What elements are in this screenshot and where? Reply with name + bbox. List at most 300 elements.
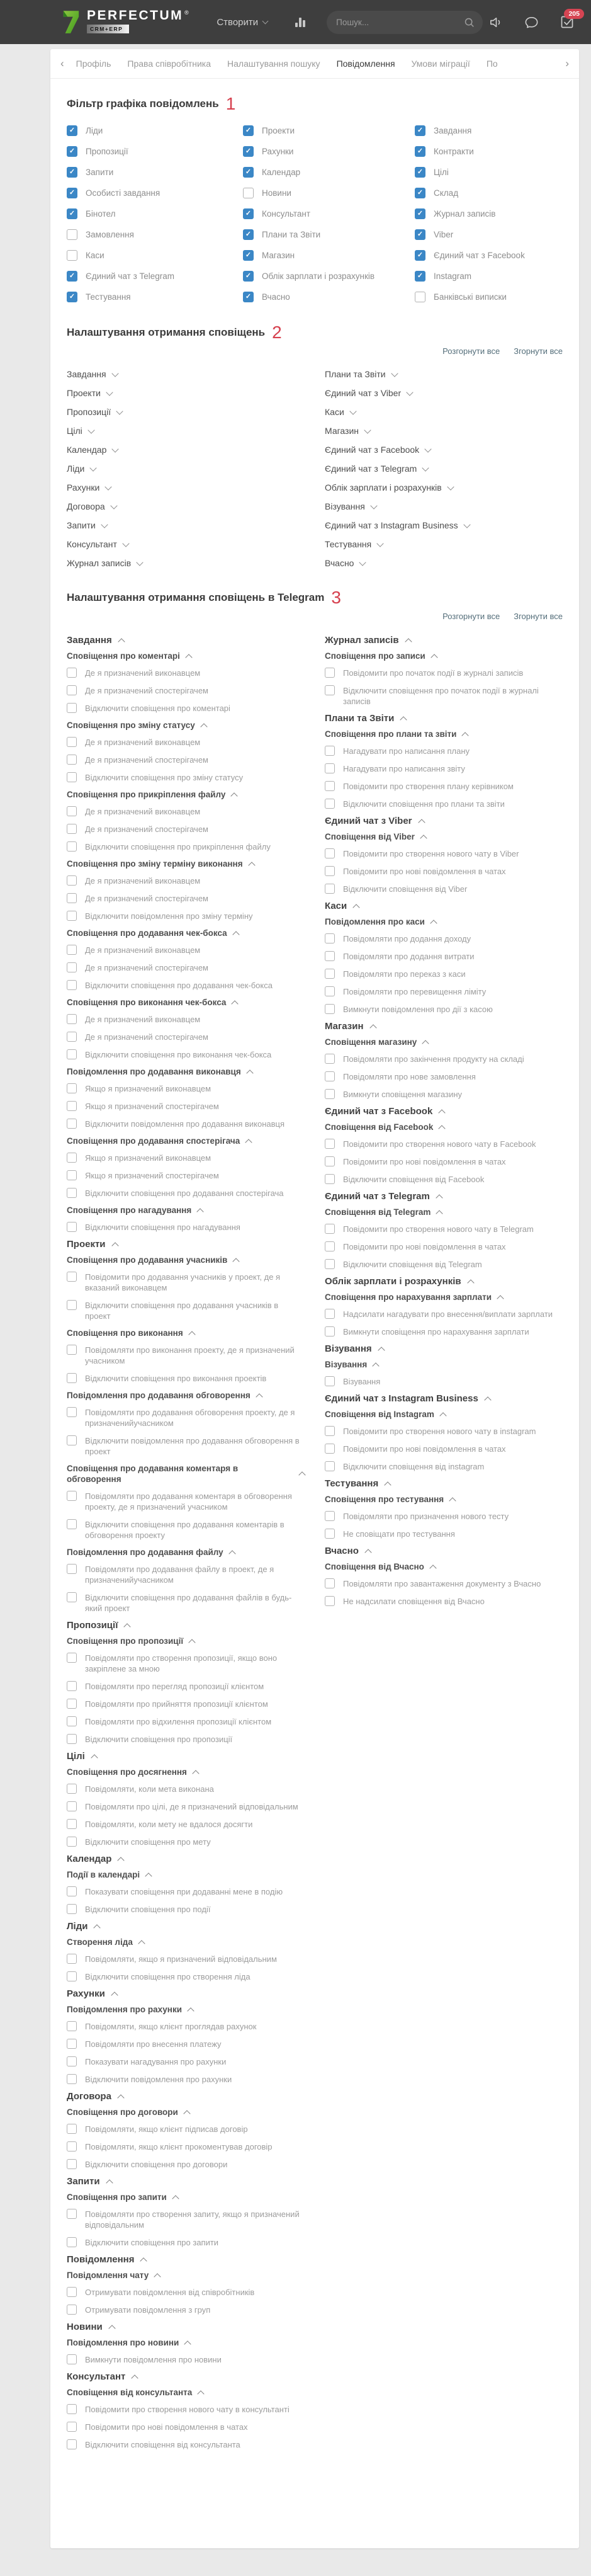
telegram-subgroup-header[interactable] bbox=[67, 651, 305, 661]
checkbox-unchecked-icon[interactable] bbox=[67, 1904, 77, 1914]
telegram-option[interactable] bbox=[67, 2158, 305, 2170]
telegram-group-header[interactable] bbox=[67, 2371, 305, 2382]
notify-group-collapsed[interactable] bbox=[67, 459, 305, 478]
telegram-option[interactable] bbox=[67, 1971, 305, 1982]
telegram-group-header[interactable] bbox=[325, 1276, 563, 1287]
telegram-option[interactable] bbox=[67, 1592, 305, 1614]
tabs-scroll-left-icon[interactable]: ‹ bbox=[60, 57, 64, 69]
telegram-option[interactable] bbox=[67, 1680, 305, 1692]
telegram-option[interactable] bbox=[67, 2354, 305, 2365]
telegram-option[interactable] bbox=[67, 979, 305, 991]
checkbox-unchecked-icon[interactable] bbox=[67, 1592, 77, 1602]
checkbox-unchecked-icon[interactable] bbox=[67, 2237, 77, 2247]
filter-option[interactable] bbox=[415, 120, 563, 141]
telegram-option[interactable] bbox=[325, 1425, 563, 1437]
telegram-subgroup-header[interactable] bbox=[67, 1136, 305, 1146]
checkbox-unchecked-icon[interactable] bbox=[67, 1373, 77, 1383]
checkbox-checked-icon[interactable] bbox=[415, 146, 425, 157]
telegram-option[interactable] bbox=[67, 1170, 305, 1181]
checkbox-unchecked-icon[interactable] bbox=[67, 1954, 77, 1964]
checkbox-checked-icon[interactable] bbox=[415, 167, 425, 178]
telegram-group-header[interactable] bbox=[67, 2176, 305, 2187]
telegram-subgroup-header[interactable] bbox=[325, 651, 563, 661]
telegram-option[interactable] bbox=[67, 2038, 305, 2049]
checkbox-unchecked-icon[interactable] bbox=[325, 1376, 335, 1386]
checkbox-unchecked-icon[interactable] bbox=[67, 2209, 77, 2219]
checkbox-unchecked-icon[interactable] bbox=[325, 933, 335, 943]
checkbox-checked-icon[interactable] bbox=[415, 188, 425, 198]
telegram-option[interactable] bbox=[325, 848, 563, 859]
tab-6[interactable]: По bbox=[486, 59, 498, 69]
checkbox-unchecked-icon[interactable] bbox=[67, 668, 77, 678]
checkbox-unchecked-icon[interactable] bbox=[325, 1326, 335, 1336]
notify-group-collapsed[interactable] bbox=[67, 535, 305, 554]
checkbox-checked-icon[interactable] bbox=[243, 167, 254, 178]
telegram-option[interactable] bbox=[67, 1716, 305, 1727]
stats-icon[interactable] bbox=[295, 18, 305, 27]
checkbox-unchecked-icon[interactable] bbox=[67, 893, 77, 903]
telegram-option[interactable] bbox=[67, 2123, 305, 2134]
telegram-option[interactable] bbox=[325, 1510, 563, 1522]
notify-group-collapsed[interactable] bbox=[325, 459, 563, 478]
telegram-group-header[interactable] bbox=[67, 1620, 305, 1631]
create-button[interactable] bbox=[217, 17, 267, 28]
telegram-group-header[interactable] bbox=[325, 1393, 563, 1404]
checkbox-checked-icon[interactable] bbox=[243, 229, 254, 240]
checkbox-unchecked-icon[interactable] bbox=[325, 1004, 335, 1014]
telegram-subgroup-header[interactable] bbox=[325, 1359, 563, 1370]
checkbox-unchecked-icon[interactable] bbox=[67, 772, 77, 782]
checkbox-unchecked-icon[interactable] bbox=[67, 2404, 77, 2414]
telegram-subgroup-header[interactable] bbox=[67, 2270, 305, 2281]
checkbox-unchecked-icon[interactable] bbox=[67, 1971, 77, 1981]
checkbox-unchecked-icon[interactable] bbox=[325, 969, 335, 979]
telegram-subgroup-header[interactable] bbox=[67, 2387, 305, 2398]
checkbox-unchecked-icon[interactable] bbox=[67, 2021, 77, 2031]
telegram-group-header[interactable] bbox=[67, 1854, 305, 1864]
notify-group-collapsed[interactable] bbox=[67, 440, 305, 459]
checkbox-unchecked-icon[interactable] bbox=[325, 781, 335, 791]
notify-group-collapsed[interactable] bbox=[67, 516, 305, 535]
checkbox-checked-icon[interactable] bbox=[415, 250, 425, 261]
telegram-option[interactable] bbox=[67, 2286, 305, 2298]
telegram-group-header[interactable] bbox=[325, 1191, 563, 1202]
checkbox-unchecked-icon[interactable] bbox=[67, 1734, 77, 1744]
filter-option[interactable] bbox=[243, 141, 415, 162]
filter-option[interactable] bbox=[243, 266, 415, 287]
filter-option[interactable] bbox=[243, 120, 415, 141]
checkbox-checked-icon[interactable] bbox=[415, 271, 425, 282]
checkbox-checked-icon[interactable] bbox=[415, 229, 425, 240]
telegram-subgroup-header[interactable] bbox=[325, 1409, 563, 1420]
telegram-subgroup-header[interactable] bbox=[325, 1122, 563, 1132]
telegram-option[interactable] bbox=[67, 1372, 305, 1384]
checkbox-unchecked-icon[interactable] bbox=[67, 1519, 77, 1529]
checkbox-unchecked-icon[interactable] bbox=[67, 229, 77, 240]
telegram-subgroup-header[interactable] bbox=[325, 1037, 563, 1047]
telegram-option[interactable] bbox=[67, 910, 305, 921]
notify-group-collapsed[interactable] bbox=[325, 365, 563, 384]
checkbox-unchecked-icon[interactable] bbox=[325, 1309, 335, 1319]
telegram-subgroup-header[interactable] bbox=[67, 928, 305, 938]
telegram-option[interactable] bbox=[325, 1528, 563, 1539]
telegram-group-header[interactable] bbox=[67, 1921, 305, 1932]
checkbox-checked-icon[interactable] bbox=[243, 208, 254, 219]
telegram-option[interactable] bbox=[67, 667, 305, 678]
checkbox-unchecked-icon[interactable] bbox=[67, 824, 77, 834]
telegram-option[interactable] bbox=[67, 2073, 305, 2085]
checkbox-unchecked-icon[interactable] bbox=[67, 1716, 77, 1726]
telegram-option[interactable] bbox=[67, 2208, 305, 2230]
telegram-option[interactable] bbox=[67, 1836, 305, 1847]
search-icon[interactable] bbox=[464, 17, 475, 28]
telegram-option[interactable] bbox=[67, 1406, 305, 1428]
notify-group-collapsed[interactable] bbox=[67, 497, 305, 516]
collapse-all-link[interactable]: Згорнути все bbox=[514, 346, 563, 356]
checkbox-checked-icon[interactable] bbox=[243, 271, 254, 282]
notify-group-collapsed[interactable] bbox=[67, 554, 305, 573]
telegram-option[interactable] bbox=[67, 2439, 305, 2450]
telegram-option[interactable] bbox=[325, 1326, 563, 1337]
telegram-subgroup-header[interactable] bbox=[325, 1207, 563, 1217]
checkbox-unchecked-icon[interactable] bbox=[67, 1681, 77, 1691]
telegram-option[interactable] bbox=[67, 1563, 305, 1585]
filter-option[interactable] bbox=[243, 183, 415, 203]
telegram-option[interactable] bbox=[325, 1138, 563, 1149]
telegram-option[interactable] bbox=[67, 1652, 305, 1674]
telegram-option[interactable] bbox=[67, 875, 305, 886]
telegram-option[interactable] bbox=[67, 1344, 305, 1366]
logo[interactable] bbox=[62, 9, 190, 35]
checkbox-unchecked-icon[interactable] bbox=[325, 1241, 335, 1251]
telegram-option[interactable] bbox=[67, 944, 305, 955]
checkbox-unchecked-icon[interactable] bbox=[325, 763, 335, 773]
checkbox-unchecked-icon[interactable] bbox=[67, 980, 77, 990]
checkbox-unchecked-icon[interactable] bbox=[325, 1174, 335, 1184]
filter-option[interactable] bbox=[67, 266, 243, 287]
telegram-option[interactable] bbox=[67, 1953, 305, 1964]
checkbox-checked-icon[interactable] bbox=[67, 167, 77, 178]
notify-group-collapsed[interactable] bbox=[325, 440, 563, 459]
telegram-option[interactable] bbox=[325, 1053, 563, 1064]
checkbox-unchecked-icon[interactable] bbox=[325, 746, 335, 756]
checkbox-unchecked-icon[interactable] bbox=[67, 1083, 77, 1093]
telegram-option[interactable] bbox=[67, 892, 305, 904]
checkbox-unchecked-icon[interactable] bbox=[325, 848, 335, 858]
telegram-option[interactable] bbox=[325, 1071, 563, 1082]
checkbox-unchecked-icon[interactable] bbox=[325, 1259, 335, 1269]
checkbox-unchecked-icon[interactable] bbox=[67, 1784, 77, 1794]
telegram-option[interactable] bbox=[67, 806, 305, 817]
telegram-option[interactable] bbox=[325, 1223, 563, 1234]
checkbox-unchecked-icon[interactable] bbox=[67, 2287, 77, 2297]
notify-group-collapsed[interactable] bbox=[67, 365, 305, 384]
tasks-button[interactable] bbox=[560, 10, 580, 30]
telegram-group-header[interactable] bbox=[67, 1239, 305, 1250]
checkbox-unchecked-icon[interactable] bbox=[67, 2422, 77, 2432]
checkbox-unchecked-icon[interactable] bbox=[67, 1032, 77, 1042]
telegram-option[interactable] bbox=[325, 745, 563, 756]
telegram-option[interactable] bbox=[325, 1308, 563, 1319]
checkbox-unchecked-icon[interactable] bbox=[67, 1222, 77, 1232]
checkbox-unchecked-icon[interactable] bbox=[67, 1049, 77, 1059]
filter-option[interactable] bbox=[415, 287, 563, 307]
filter-option[interactable] bbox=[67, 120, 243, 141]
telegram-option[interactable] bbox=[325, 986, 563, 997]
filter-option[interactable] bbox=[243, 287, 415, 307]
notify-group-collapsed[interactable] bbox=[67, 478, 305, 497]
telegram-subgroup-header[interactable] bbox=[325, 916, 563, 927]
notify-group-collapsed[interactable] bbox=[67, 402, 305, 421]
tabs-scroll-right-icon[interactable]: › bbox=[565, 57, 569, 69]
notify-group-collapsed[interactable] bbox=[325, 554, 563, 573]
notify-group-collapsed[interactable] bbox=[325, 516, 563, 535]
telegram-option[interactable] bbox=[67, 1299, 305, 1321]
filter-option[interactable] bbox=[415, 183, 563, 203]
filter-option[interactable] bbox=[67, 203, 243, 224]
checkbox-unchecked-icon[interactable] bbox=[415, 292, 425, 302]
checkbox-unchecked-icon[interactable] bbox=[325, 1089, 335, 1099]
telegram-option[interactable] bbox=[67, 823, 305, 835]
telegram-group-header[interactable] bbox=[67, 635, 305, 646]
messages-button[interactable] bbox=[524, 15, 539, 30]
checkbox-unchecked-icon[interactable] bbox=[67, 1886, 77, 1896]
telegram-subgroup-header[interactable] bbox=[67, 2107, 305, 2117]
tab-1[interactable]: Профіль bbox=[76, 59, 111, 69]
telegram-option[interactable] bbox=[325, 1241, 563, 1252]
telegram-subgroup-header[interactable] bbox=[325, 1494, 563, 1505]
checkbox-unchecked-icon[interactable] bbox=[67, 1272, 77, 1282]
checkbox-unchecked-icon[interactable] bbox=[67, 2354, 77, 2364]
checkbox-unchecked-icon[interactable] bbox=[325, 951, 335, 961]
telegram-option[interactable] bbox=[67, 1818, 305, 1830]
checkbox-checked-icon[interactable] bbox=[67, 271, 77, 282]
telegram-option[interactable] bbox=[67, 1886, 305, 1897]
telegram-group-header[interactable] bbox=[325, 1546, 563, 1556]
telegram-option[interactable] bbox=[325, 798, 563, 809]
telegram-option[interactable] bbox=[325, 1443, 563, 1454]
checkbox-unchecked-icon[interactable] bbox=[67, 806, 77, 816]
checkbox-unchecked-icon[interactable] bbox=[67, 2074, 77, 2084]
telegram-subgroup-header[interactable] bbox=[67, 858, 305, 869]
checkbox-unchecked-icon[interactable] bbox=[67, 1653, 77, 1663]
telegram-option[interactable] bbox=[67, 2304, 305, 2315]
checkbox-unchecked-icon[interactable] bbox=[67, 1564, 77, 1574]
filter-option[interactable] bbox=[243, 224, 415, 245]
telegram-option[interactable] bbox=[67, 1490, 305, 1512]
search-input[interactable] bbox=[335, 17, 464, 28]
telegram-option[interactable] bbox=[325, 780, 563, 792]
telegram-option[interactable] bbox=[67, 962, 305, 973]
telegram-group-header[interactable] bbox=[325, 1021, 563, 1032]
checkbox-unchecked-icon[interactable] bbox=[67, 2124, 77, 2134]
checkbox-unchecked-icon[interactable] bbox=[325, 1596, 335, 1606]
tab-2[interactable]: Права співробітника bbox=[127, 59, 211, 69]
checkbox-unchecked-icon[interactable] bbox=[67, 755, 77, 765]
checkbox-unchecked-icon[interactable] bbox=[325, 1529, 335, 1539]
filter-option[interactable] bbox=[415, 203, 563, 224]
telegram-option[interactable] bbox=[67, 1221, 305, 1233]
telegram-group-header[interactable] bbox=[325, 713, 563, 724]
telegram-option[interactable] bbox=[67, 2056, 305, 2067]
telegram-option[interactable] bbox=[67, 1100, 305, 1112]
checkbox-unchecked-icon[interactable] bbox=[67, 1699, 77, 1709]
telegram-option[interactable] bbox=[325, 1173, 563, 1185]
filter-option[interactable] bbox=[67, 224, 243, 245]
telegram-group-header[interactable] bbox=[325, 901, 563, 911]
checkbox-unchecked-icon[interactable] bbox=[325, 668, 335, 678]
telegram-subgroup-header[interactable] bbox=[325, 1292, 563, 1302]
checkbox-checked-icon[interactable] bbox=[243, 125, 254, 136]
checkbox-unchecked-icon[interactable] bbox=[67, 1435, 77, 1445]
checkbox-unchecked-icon[interactable] bbox=[67, 841, 77, 852]
checkbox-checked-icon[interactable] bbox=[243, 292, 254, 302]
checkbox-unchecked-icon[interactable] bbox=[325, 1071, 335, 1081]
notify-group-collapsed[interactable] bbox=[325, 402, 563, 421]
telegram-option[interactable] bbox=[325, 933, 563, 944]
checkbox-unchecked-icon[interactable] bbox=[67, 2305, 77, 2315]
checkbox-unchecked-icon[interactable] bbox=[325, 1444, 335, 1454]
telegram-subgroup-header[interactable] bbox=[67, 1255, 305, 1265]
telegram-subgroup-header[interactable] bbox=[67, 1767, 305, 1777]
filter-option[interactable] bbox=[67, 141, 243, 162]
telegram-group-header[interactable] bbox=[67, 2091, 305, 2102]
telegram-group-header[interactable] bbox=[325, 635, 563, 646]
telegram-option[interactable] bbox=[67, 841, 305, 852]
telegram-option[interactable] bbox=[67, 2237, 305, 2248]
filter-option[interactable] bbox=[415, 224, 563, 245]
checkbox-unchecked-icon[interactable] bbox=[325, 1578, 335, 1588]
telegram-subgroup-header[interactable] bbox=[67, 1869, 305, 1880]
tab-4[interactable]: Повідомлення bbox=[336, 59, 395, 69]
telegram-option[interactable] bbox=[325, 1461, 563, 1472]
checkbox-unchecked-icon[interactable] bbox=[67, 703, 77, 713]
telegram-subgroup-header[interactable] bbox=[67, 1463, 305, 1485]
checkbox-unchecked-icon[interactable] bbox=[67, 2159, 77, 2169]
telegram-subgroup-header[interactable] bbox=[67, 1205, 305, 1216]
checkbox-unchecked-icon[interactable] bbox=[325, 799, 335, 809]
telegram-group-header[interactable] bbox=[67, 1751, 305, 1762]
telegram-group-header[interactable] bbox=[325, 1106, 563, 1117]
checkbox-unchecked-icon[interactable] bbox=[67, 2141, 77, 2151]
telegram-option[interactable] bbox=[67, 1271, 305, 1293]
filter-option[interactable] bbox=[67, 183, 243, 203]
checkbox-checked-icon[interactable] bbox=[415, 125, 425, 136]
telegram-group-header[interactable] bbox=[67, 2254, 305, 2265]
checkbox-unchecked-icon[interactable] bbox=[243, 188, 254, 198]
telegram-subgroup-header[interactable] bbox=[67, 1390, 305, 1401]
checkbox-unchecked-icon[interactable] bbox=[325, 884, 335, 894]
telegram-subgroup-header[interactable] bbox=[325, 1561, 563, 1572]
telegram-option[interactable] bbox=[67, 1783, 305, 1794]
telegram-subgroup-header[interactable] bbox=[67, 1328, 305, 1338]
telegram-group-header[interactable] bbox=[67, 1988, 305, 1999]
telegram-option[interactable] bbox=[325, 865, 563, 877]
telegram-option[interactable] bbox=[325, 1376, 563, 1387]
telegram-group-header[interactable] bbox=[325, 1478, 563, 1489]
filter-option[interactable] bbox=[243, 162, 415, 183]
checkbox-unchecked-icon[interactable] bbox=[67, 1345, 77, 1355]
checkbox-checked-icon[interactable] bbox=[415, 208, 425, 219]
telegram-option[interactable] bbox=[67, 1519, 305, 1541]
telegram-subgroup-header[interactable] bbox=[67, 1636, 305, 1646]
checkbox-checked-icon[interactable] bbox=[67, 146, 77, 157]
checkbox-unchecked-icon[interactable] bbox=[67, 1837, 77, 1847]
telegram-group-header[interactable] bbox=[325, 816, 563, 826]
tab-3[interactable]: Налаштування пошуку bbox=[227, 59, 320, 69]
telegram-option[interactable] bbox=[67, 1031, 305, 1042]
telegram-option[interactable] bbox=[67, 1187, 305, 1199]
filter-option[interactable] bbox=[415, 245, 563, 266]
tab-5[interactable]: Умови міграції bbox=[411, 59, 470, 69]
checkbox-checked-icon[interactable] bbox=[243, 146, 254, 157]
notify-group-collapsed[interactable] bbox=[325, 535, 563, 554]
checkbox-unchecked-icon[interactable] bbox=[67, 1014, 77, 1024]
checkbox-unchecked-icon[interactable] bbox=[67, 2439, 77, 2449]
checkbox-unchecked-icon[interactable] bbox=[67, 250, 77, 261]
telegram-subgroup-header[interactable] bbox=[67, 1066, 305, 1077]
checkbox-unchecked-icon[interactable] bbox=[325, 986, 335, 996]
telegram-option[interactable] bbox=[67, 1903, 305, 1915]
telegram-subgroup-header[interactable] bbox=[67, 1547, 305, 1558]
telegram-subgroup-header[interactable] bbox=[67, 997, 305, 1008]
telegram-option[interactable] bbox=[325, 968, 563, 979]
checkbox-unchecked-icon[interactable] bbox=[67, 2039, 77, 2049]
telegram-group-header[interactable] bbox=[325, 1343, 563, 1354]
collapse-all-link[interactable]: Згорнути все bbox=[514, 612, 563, 621]
checkbox-unchecked-icon[interactable] bbox=[67, 911, 77, 921]
telegram-option[interactable] bbox=[67, 1152, 305, 1163]
telegram-option[interactable] bbox=[67, 754, 305, 765]
filter-option[interactable] bbox=[67, 287, 243, 307]
notify-group-collapsed[interactable] bbox=[325, 497, 563, 516]
checkbox-unchecked-icon[interactable] bbox=[67, 1819, 77, 1829]
checkbox-checked-icon[interactable] bbox=[243, 250, 254, 261]
telegram-option[interactable] bbox=[67, 702, 305, 714]
checkbox-unchecked-icon[interactable] bbox=[67, 737, 77, 747]
checkbox-checked-icon[interactable] bbox=[67, 188, 77, 198]
telegram-subgroup-header[interactable] bbox=[67, 789, 305, 800]
filter-option[interactable] bbox=[415, 266, 563, 287]
telegram-option[interactable] bbox=[67, 1435, 305, 1457]
checkbox-unchecked-icon[interactable] bbox=[67, 962, 77, 972]
checkbox-unchecked-icon[interactable] bbox=[67, 875, 77, 886]
checkbox-unchecked-icon[interactable] bbox=[67, 1101, 77, 1111]
telegram-option[interactable] bbox=[67, 685, 305, 696]
notify-group-collapsed[interactable] bbox=[67, 421, 305, 440]
filter-option[interactable] bbox=[67, 245, 243, 266]
telegram-option[interactable] bbox=[325, 763, 563, 774]
filter-option[interactable] bbox=[243, 245, 415, 266]
telegram-option[interactable] bbox=[67, 1083, 305, 1094]
checkbox-unchecked-icon[interactable] bbox=[325, 866, 335, 876]
checkbox-unchecked-icon[interactable] bbox=[325, 685, 335, 695]
telegram-option[interactable] bbox=[325, 1258, 563, 1270]
checkbox-unchecked-icon[interactable] bbox=[67, 1407, 77, 1417]
telegram-option[interactable] bbox=[325, 667, 563, 678]
telegram-option[interactable] bbox=[325, 1595, 563, 1607]
checkbox-unchecked-icon[interactable] bbox=[67, 1188, 77, 1198]
telegram-option[interactable] bbox=[67, 2020, 305, 2032]
filter-option[interactable] bbox=[67, 162, 243, 183]
telegram-option[interactable] bbox=[67, 2421, 305, 2432]
filter-option[interactable] bbox=[415, 162, 563, 183]
checkbox-unchecked-icon[interactable] bbox=[325, 1461, 335, 1471]
telegram-option[interactable] bbox=[67, 1801, 305, 1812]
notify-group-collapsed[interactable] bbox=[325, 421, 563, 440]
filter-option[interactable] bbox=[415, 141, 563, 162]
telegram-option[interactable] bbox=[67, 2403, 305, 2415]
